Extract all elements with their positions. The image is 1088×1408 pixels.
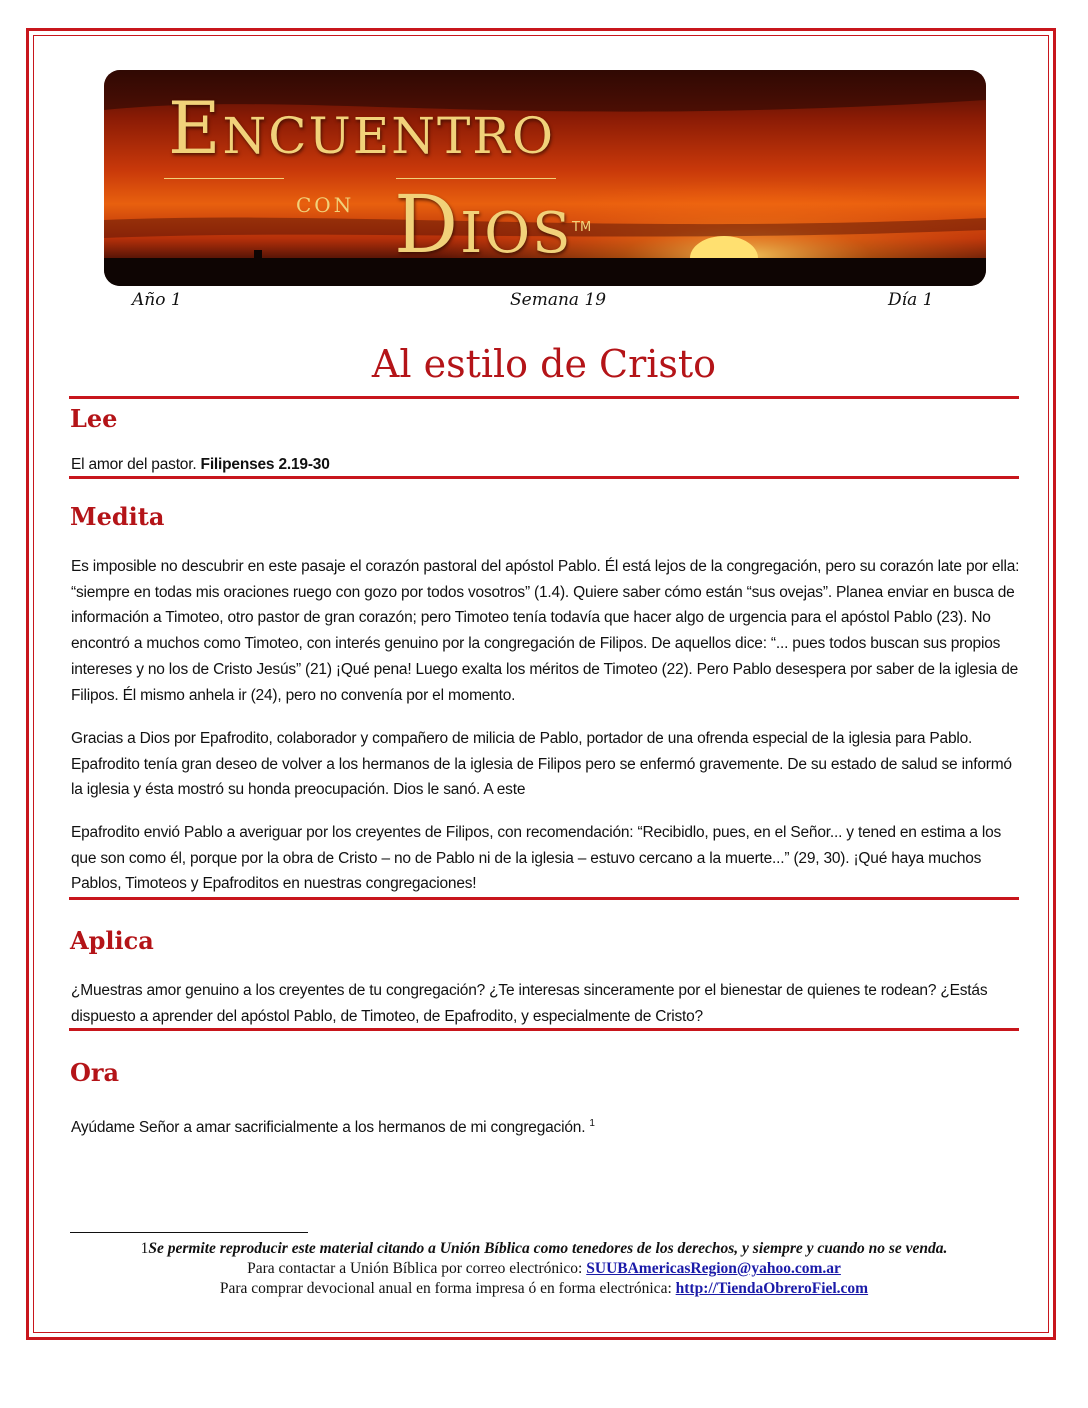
section-divider — [69, 476, 1019, 479]
store-link[interactable]: http://TiendaObreroFiel.com — [675, 1280, 869, 1297]
week-label: Semana 19 — [510, 290, 607, 310]
logo-encuentro: Encuentro — [168, 86, 555, 170]
logo-con: con — [296, 186, 355, 219]
footnote-permission: Se permite reproducir este material citando a Unión Bíblica como tenedores de los derechos, y siempre y cuando no se venda. — [148, 1240, 948, 1257]
logo-trademark: TM — [572, 220, 592, 235]
contact-email-link[interactable]: SUUBAmericasRegion@yahoo.com.ar — [586, 1260, 841, 1277]
buy-line — [0, 1280, 1088, 1298]
aplica-text: ¿Muestras amor genuino a los creyentes de tu congregación? ¿Te interesas sinceramente por el bienestar de quienes te rodean? ¿Estás dispuesto a aprender del apóstol Pablo, de Timoteo, de Epafrodito, y especialmente de Cristo? — [71, 982, 988, 1025]
contact-line — [0, 1260, 1088, 1278]
contact-label: Para contactar a Unión Bíblica por correo electrónico: — [247, 1260, 587, 1277]
lee-reference: Filipenses 2.19-30 — [200, 456, 330, 473]
medita-paragraph-1: Es imposible no descubrir en este pasaje el corazón pastoral del apóstol Pablo. Él está lejos de la congregación, pero su corazón late por ella: “siempre en todas mis oraciones ruego con gozo por todos vosotros” (1.4). Quiere saber cómo están “sus ovejas”. Planea enviar en busca de información a Timoteo, otro pastor de gran corazón; pero Timoteo tenía todavía que hacer algo de urgencia para el apóstol Pablo (23). No encontró a muchos como Timoteo, con interés genuino por la congregación de Filipos. De aquellos dice: “... pues todos buscan sus propios intereses y no los de Cristo Jesús” (21) ¡Qué pena! Luego exalta los méritos de Timoteo (22). Pero Pablo desespera por saber de la iglesia de Filipos. Él mismo anhela ir (24), pero no convenía por el momento. — [71, 558, 1020, 704]
footnote-mark: 1 — [589, 1118, 595, 1129]
section-divider — [69, 396, 1019, 399]
ora-text — [71, 1111, 1021, 1141]
medita-paragraph-3: Epafrodito envió Pablo a averiguar por los creyentes de Filipos, con recomendación: “Recibidlo, pues, en el Señor... y tened en estima a los que son como él, porque por la obra de Cristo – no de Pablo ni de la iglesia – estuvo cercano a la muerte...” (29, 30). ¡Qué haya muchos Pablos, Timoteos y Epafroditos en nuestras congregaciones! — [71, 824, 1002, 893]
footnote-number: 1 — [140, 1240, 149, 1257]
section-divider — [69, 897, 1019, 900]
buy-label: Para comprar devocional anual en forma impresa ó en forma electrónica: — [219, 1280, 676, 1297]
day-label: Día 1 — [888, 290, 934, 310]
lee-description: El amor del pastor. — [71, 456, 201, 473]
heading-lee: Lee — [70, 404, 118, 433]
heading-medita: Medita — [70, 502, 165, 531]
heading-aplica: Aplica — [70, 926, 154, 955]
footnote-rule — [70, 1232, 308, 1233]
medita-paragraph-2: Gracias a Dios por Epafrodito, colaborador y compañero de milicia de Pablo, portador de una ofrenda especial de la iglesia para Pablo. Epafrodito tenía gran deseo de volver a los hermanos de la iglesia de Filipos pero se enfermó gravemente. De su estado de salud se informó la iglesia y ésta mostró su honda preocupación. Dios le sanó. A este — [71, 730, 1012, 799]
page-title: Al estilo de Cristo — [371, 342, 717, 386]
lee-text — [71, 452, 1021, 478]
logo-dios: Dios — [394, 178, 573, 271]
heading-ora: Ora — [70, 1058, 120, 1087]
section-divider — [69, 1028, 1019, 1031]
ora-prayer: Ayúdame Señor a amar sacrificialmente a los hermanos de mi congregación. — [71, 1119, 590, 1137]
header-banner — [104, 70, 986, 286]
logo-rule-left — [164, 178, 284, 179]
footnote-text — [0, 1240, 1088, 1258]
year-label: Año 1 — [132, 290, 182, 310]
